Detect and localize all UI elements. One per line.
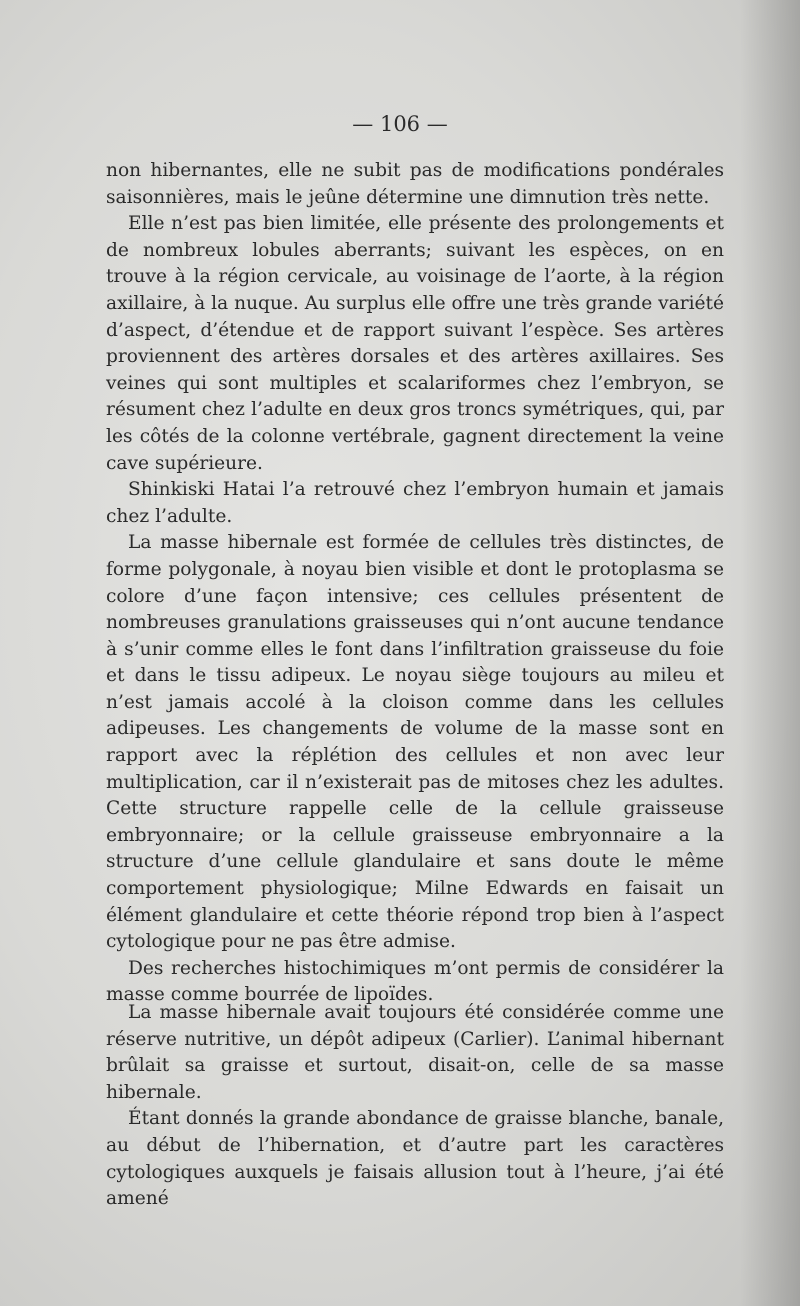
paragraph: La masse hibernale avait toujours été considérée comme une réserve nutritive, un dépôt adipeux (Carlier). L’animal hibernant brûlait sa graisse et surtout, disait-on, celle de sa masse hibernale. [106,1002,724,1103]
paragraph: Des recherches histochimiques m’ont permis de considérer la masse comme bourrée de lipoïdes. [106,957,724,1006]
body-text-section-2 [106,1000,724,1213]
page-number: — 106 — [352,112,448,136]
paragraph: Étant donnés la grande abondance de graisse blanche, banale, au début de l’hibernation, et d’autre part les caractères cytologiques auxquels je faisais allusion tout à l’heure, j’ai été amené [106,1108,724,1210]
paragraph: La masse hibernale est formée de cellules très distinctes, de forme polygonale, à noyau bien visible et dont le protoplasma se colore d’une façon intensive; ces cellules présentent de nombreuses granulations graisseuses qui n’ont aucune tendance à s’unir comme elles le font dans l’infiltration graisseuse du foie et dans le tissu adipeux. Le noyau siège toujours au mileu et n’est jamais accolé à la cloison comme dans les cellules adipeuses. Les changements de volume de la masse sont en rapport avec la réplétion des cellules et non avec leur multiplication, car il n’existerait pas de mitoses chez les adultes. Cette structure rappelle celle de la cellule graisseuse embryonnaire; or la cellule graisseuse embryonnaire a la structure d’une cellule glandulaire et sans doute le même comportement physiologique; Milne Edwards en faisait un élément glandulaire et cette théorie répond trop bien à l’aspect cytologique pour ne pas être admise. [106,532,724,953]
paragraph: non hibernantes, elle ne subit pas de modifications pondérales saisonnières, mais le jeûne détermine une dimnution très nette. [106,160,724,208]
paragraph: Shinkiski Hatai l’a retrouvé chez l’embryon humain et jamais chez l’adulte. [106,479,724,527]
page-edge-shadow [740,0,800,1306]
body-text-section-1 [106,158,724,1009]
paragraph: Elle n’est pas bien limitée, elle présente des prolongements et de nombreux lobules aberrants; suivant les espèces, on en trouve à la région cervicale, au voisinage de l’aorte, à la région axillaire, à la nuque. Au surplus elle offre une très grande variété d’aspect, d’étendue et de rapport suivant l’espèce. Ses artères proviennent des artères dorsales et des artères axillaires. Ses veines qui sont multiples et scalariformes chez l’embryon, se résument chez l’adulte en deux gros troncs symétriques, qui, par les côtés de la colonne vertébrale, gagnent directement la veine cave supérieure. [106,213,725,474]
